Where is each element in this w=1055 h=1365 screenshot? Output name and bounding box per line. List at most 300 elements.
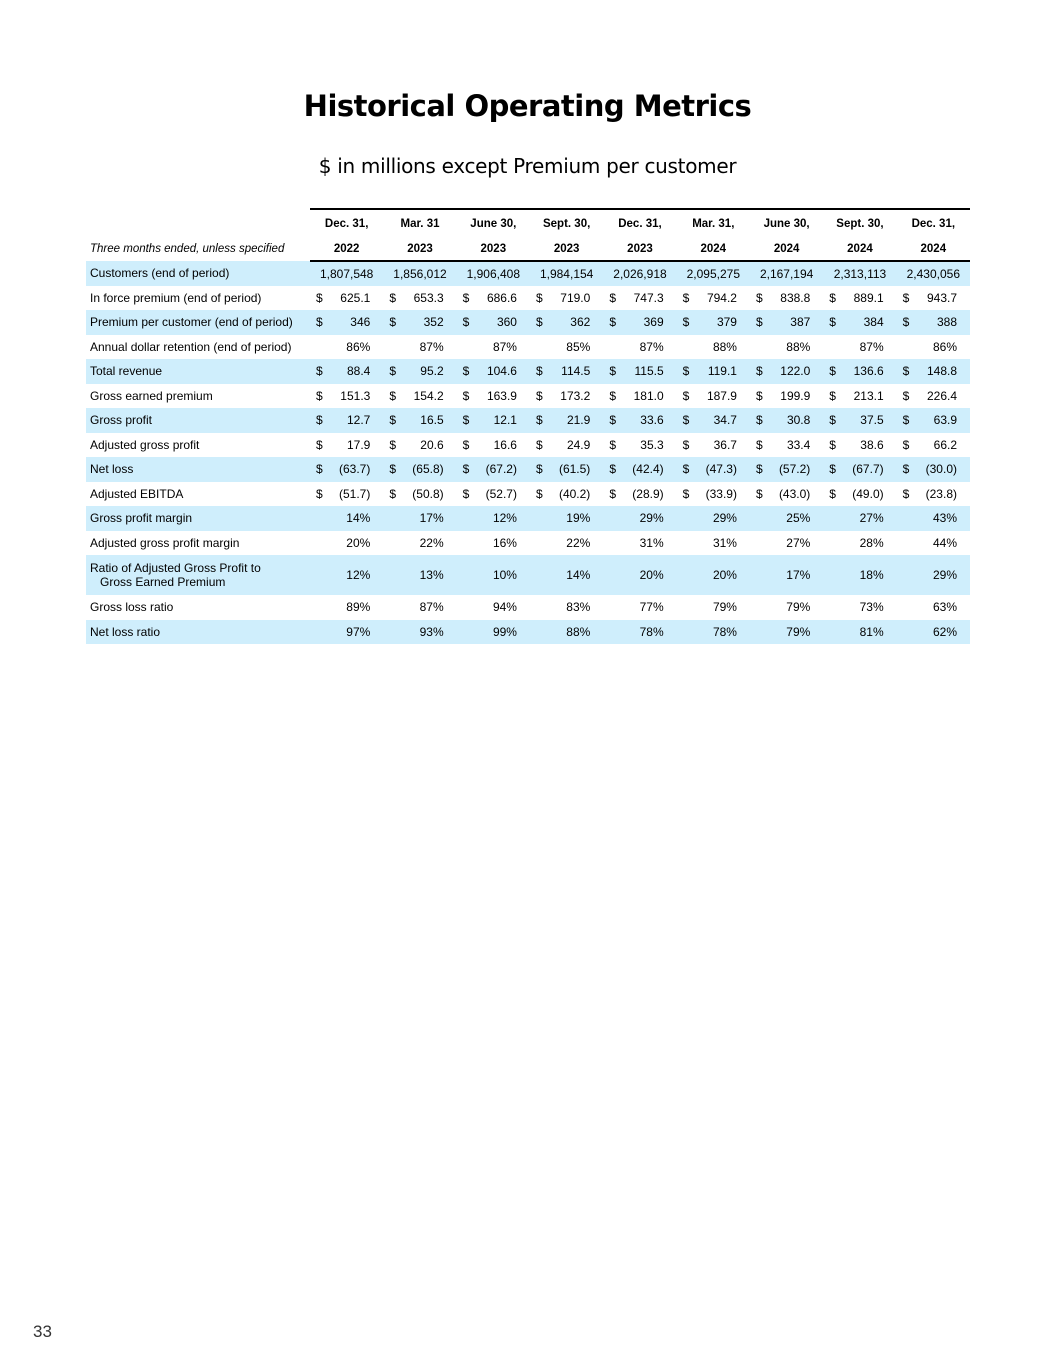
currency-symbol: $ <box>316 364 323 379</box>
cell-value: 17% <box>419 511 444 526</box>
table-cell <box>750 555 823 595</box>
table-cell <box>310 433 383 458</box>
currency-symbol: $ <box>609 437 616 452</box>
row-label-text: Gross earned premium <box>90 388 213 403</box>
cell-value: 1,856,012 <box>393 266 447 281</box>
cell-value: (23.8) <box>925 486 957 501</box>
table-cell <box>823 555 896 595</box>
row-label <box>86 555 310 595</box>
row-label <box>86 531 310 556</box>
cell-value: 97% <box>346 624 371 639</box>
cell-value: 29% <box>712 511 737 526</box>
table-cell <box>383 335 456 360</box>
table-row <box>86 555 970 595</box>
table-cell <box>383 359 456 384</box>
table-cell <box>310 408 383 433</box>
table-cell <box>383 408 456 433</box>
label-column-header: Three months ended, unless specified <box>90 243 285 255</box>
row-label-line1: Ratio of Adjusted Gross Profit to <box>90 561 261 575</box>
table-cell <box>750 384 823 409</box>
row-label <box>86 286 310 311</box>
table-row <box>86 457 970 482</box>
table-cell <box>677 310 750 335</box>
cell-value: 87% <box>639 339 664 354</box>
cell-value: 148.8 <box>926 364 957 379</box>
table-cell <box>457 506 530 531</box>
table-cell <box>310 595 383 620</box>
table-cell <box>530 620 603 645</box>
cell-value: 20.6 <box>420 437 444 452</box>
cell-value: 686.6 <box>486 290 517 305</box>
table-row <box>86 335 970 360</box>
cell-value: 625.1 <box>340 290 371 305</box>
currency-symbol: $ <box>462 437 470 452</box>
currency-symbol: $ <box>389 462 397 477</box>
currency-symbol: $ <box>609 413 616 428</box>
table-cell <box>823 384 896 409</box>
column-header-period: Mar. 31, <box>677 209 750 237</box>
table-cell <box>897 620 970 645</box>
cell-value: 384 <box>863 315 884 330</box>
table-cell <box>530 531 603 556</box>
currency-symbol: $ <box>682 364 690 379</box>
cell-value: 35.3 <box>640 437 664 452</box>
cell-value: 79% <box>786 624 811 639</box>
currency-symbol: $ <box>902 486 910 501</box>
cell-value: 369 <box>643 315 664 330</box>
row-label-text: Annual dollar retention (end of period) <box>90 339 292 354</box>
table-cell <box>603 531 676 556</box>
cell-value: 66.2 <box>933 437 957 452</box>
currency-symbol: $ <box>755 315 763 330</box>
currency-symbol: $ <box>535 290 543 305</box>
cell-value: 379 <box>716 315 737 330</box>
table-cell <box>310 620 383 645</box>
table-cell <box>897 457 970 482</box>
currency-symbol: $ <box>609 315 616 330</box>
row-label-text: Total revenue <box>90 364 163 379</box>
cell-value: 12.7 <box>346 413 371 428</box>
cell-value: 13% <box>419 568 444 582</box>
table-cell <box>897 384 970 409</box>
currency-symbol: $ <box>682 413 690 428</box>
table-cell <box>310 531 383 556</box>
cell-value: 2,430,056 <box>906 266 960 281</box>
table-cell <box>677 359 750 384</box>
cell-value: 87% <box>419 600 444 615</box>
table-cell <box>457 384 530 409</box>
cell-value: 81% <box>859 624 884 639</box>
currency-symbol: $ <box>609 462 616 477</box>
table-cell <box>750 310 823 335</box>
cell-value: 63% <box>932 600 957 615</box>
row-label-text: Net loss <box>90 462 134 477</box>
table-cell <box>310 384 383 409</box>
table-cell <box>457 595 530 620</box>
table-cell <box>750 531 823 556</box>
row-label-text: Adjusted gross profit <box>90 437 200 452</box>
cell-value: (30.0) <box>925 462 957 477</box>
table-cell <box>603 359 676 384</box>
table-cell <box>457 531 530 556</box>
cell-value: 83% <box>566 600 591 615</box>
cell-value: (49.0) <box>852 486 884 501</box>
table-cell <box>897 310 970 335</box>
currency-symbol: $ <box>902 315 910 330</box>
row-label-text: Gross loss ratio <box>90 600 174 615</box>
table-cell <box>457 261 530 286</box>
row-label-text: In force premium (end of period) <box>90 290 262 305</box>
cell-value: 21.9 <box>566 413 591 428</box>
table-cell <box>750 408 823 433</box>
cell-value: (40.2) <box>558 486 591 501</box>
cell-value: 78% <box>712 624 737 639</box>
currency-symbol: $ <box>829 364 836 379</box>
table-cell <box>750 286 823 311</box>
table-cell <box>677 433 750 458</box>
cell-value: (63.7) <box>338 462 371 477</box>
table-cell <box>310 286 383 311</box>
cell-value: 388 <box>936 315 957 330</box>
currency-symbol: $ <box>609 290 616 305</box>
table-cell <box>457 408 530 433</box>
table-cell <box>897 261 970 286</box>
table-cell <box>750 457 823 482</box>
cell-value: 154.2 <box>413 388 444 403</box>
table-cell <box>750 595 823 620</box>
table-cell <box>603 620 676 645</box>
row-label <box>86 595 310 620</box>
currency-symbol: $ <box>902 388 910 403</box>
table-cell <box>457 359 530 384</box>
column-header-period: Sept. 30, <box>530 209 603 237</box>
currency-symbol: $ <box>462 388 470 403</box>
row-label <box>86 433 310 458</box>
table-cell <box>823 310 896 335</box>
cell-value: 794.2 <box>706 290 737 305</box>
currency-symbol: $ <box>682 486 690 501</box>
cell-value: 19% <box>566 511 591 526</box>
column-header-year: 2024 <box>677 237 750 261</box>
currency-symbol: $ <box>609 364 616 379</box>
table-cell <box>603 286 676 311</box>
cell-value: 88% <box>786 339 811 354</box>
table-cell <box>457 482 530 507</box>
table-cell <box>677 506 750 531</box>
table-cell <box>897 433 970 458</box>
table-cell <box>383 531 456 556</box>
cell-value: 87% <box>492 339 517 354</box>
header-blank <box>86 209 310 237</box>
row-label-line2: Gross Earned Premium <box>100 575 226 589</box>
cell-value: 99% <box>492 624 517 639</box>
table-cell <box>383 482 456 507</box>
table-cell <box>530 335 603 360</box>
table-cell <box>603 408 676 433</box>
row-label-text: Adjusted EBITDA <box>90 486 184 501</box>
cell-value: 16.6 <box>493 437 517 452</box>
table-cell <box>603 335 676 360</box>
table-cell <box>603 482 676 507</box>
operating-metrics-table <box>86 208 970 644</box>
cell-value: 1,984,154 <box>539 266 594 281</box>
table-cell <box>823 506 896 531</box>
table-cell <box>823 620 896 645</box>
cell-value: 22% <box>566 535 591 550</box>
table-cell <box>897 555 970 595</box>
row-label-text: Premium per customer (end of period) <box>90 315 293 330</box>
currency-symbol: $ <box>316 388 323 403</box>
table-cell <box>530 384 603 409</box>
table-cell <box>750 359 823 384</box>
table-cell <box>530 457 603 482</box>
cell-value: 14% <box>346 511 371 526</box>
currency-symbol: $ <box>535 388 543 403</box>
table-cell <box>530 482 603 507</box>
table-cell <box>677 482 750 507</box>
table-row <box>86 286 970 311</box>
currency-symbol: $ <box>755 290 763 305</box>
table-row <box>86 433 970 458</box>
cell-value: 387 <box>790 315 811 330</box>
column-header-period: Dec. 31, <box>310 209 383 237</box>
currency-symbol: $ <box>462 315 470 330</box>
table-row <box>86 310 970 335</box>
table-cell <box>750 482 823 507</box>
table-cell <box>383 620 456 645</box>
table-cell <box>677 457 750 482</box>
row-label-text: Gross profit <box>90 413 153 428</box>
cell-value: 93% <box>419 624 444 639</box>
table-cell <box>823 595 896 620</box>
table-cell <box>530 595 603 620</box>
table-cell <box>310 506 383 531</box>
table-cell <box>310 310 383 335</box>
table-cell <box>457 555 530 595</box>
table-cell <box>457 310 530 335</box>
table-cell <box>750 433 823 458</box>
cell-value: 2,313,113 <box>833 266 887 281</box>
cell-value: 20% <box>346 535 371 550</box>
table-cell <box>383 310 456 335</box>
cell-value: 1,906,408 <box>466 266 521 281</box>
currency-symbol: $ <box>389 413 397 428</box>
currency-symbol: $ <box>902 413 910 428</box>
cell-value: 14% <box>566 568 591 582</box>
table-cell <box>457 286 530 311</box>
table-cell <box>310 261 383 286</box>
table-cell <box>457 620 530 645</box>
currency-symbol: $ <box>829 462 836 477</box>
cell-value: 29% <box>932 568 957 582</box>
table-cell <box>310 335 383 360</box>
currency-symbol: $ <box>535 437 543 452</box>
cell-value: 136.6 <box>853 364 884 379</box>
cell-value: 187.9 <box>706 388 737 403</box>
cell-value: (61.5) <box>558 462 591 477</box>
row-label <box>86 482 310 507</box>
table-cell <box>823 261 896 286</box>
row-label <box>86 457 310 482</box>
table-cell <box>677 555 750 595</box>
row-label-text: Gross profit margin <box>90 511 193 526</box>
currency-symbol: $ <box>535 486 543 501</box>
table-cell <box>383 457 456 482</box>
table-cell <box>310 457 383 482</box>
table-cell <box>750 506 823 531</box>
table-cell <box>823 433 896 458</box>
currency-symbol: $ <box>609 388 616 403</box>
table-cell <box>603 457 676 482</box>
table-row <box>86 408 970 433</box>
cell-value: 2,095,275 <box>686 266 740 281</box>
cell-value: 87% <box>859 339 884 354</box>
table-cell <box>530 286 603 311</box>
cell-value: 31% <box>639 535 664 550</box>
cell-value: (51.7) <box>338 486 371 501</box>
table-cell <box>897 595 970 620</box>
currency-symbol: $ <box>389 315 397 330</box>
column-header-period: Dec. 31, <box>897 209 970 237</box>
column-header-year: 2024 <box>897 237 970 261</box>
table-cell <box>383 384 456 409</box>
cell-value: 747.3 <box>633 290 664 305</box>
currency-symbol: $ <box>316 437 323 452</box>
table-row <box>86 620 970 645</box>
cell-value: 89% <box>346 600 371 615</box>
currency-symbol: $ <box>755 413 763 428</box>
cell-value: 199.9 <box>780 388 811 403</box>
currency-symbol: $ <box>829 388 836 403</box>
table-row <box>86 595 970 620</box>
cell-value: (65.8) <box>412 462 444 477</box>
column-header-year: 2023 <box>530 237 603 261</box>
cell-value: 20% <box>639 568 664 582</box>
cell-value: 33.4 <box>786 437 811 452</box>
table-cell <box>383 555 456 595</box>
table-cell <box>677 408 750 433</box>
table-cell <box>823 359 896 384</box>
cell-value: 20% <box>712 568 737 582</box>
cell-value: 889.1 <box>853 290 884 305</box>
currency-symbol: $ <box>609 486 616 501</box>
currency-symbol: $ <box>462 413 470 428</box>
row-label <box>86 408 310 433</box>
column-header-year: 2023 <box>383 237 456 261</box>
currency-symbol: $ <box>462 364 470 379</box>
table-cell <box>823 531 896 556</box>
currency-symbol: $ <box>535 413 543 428</box>
header-row-period <box>86 209 970 237</box>
cell-value: 362 <box>570 315 591 330</box>
currency-symbol: $ <box>902 462 910 477</box>
table-cell <box>603 595 676 620</box>
table-cell <box>310 482 383 507</box>
table-cell <box>897 286 970 311</box>
cell-value: 44% <box>932 535 957 550</box>
row-label-text: Net loss ratio <box>90 624 161 639</box>
column-header-year: 2024 <box>750 237 823 261</box>
table-cell <box>603 433 676 458</box>
table-cell <box>677 620 750 645</box>
table-cell <box>457 457 530 482</box>
currency-symbol: $ <box>829 486 836 501</box>
table-cell <box>823 408 896 433</box>
table-cell <box>677 595 750 620</box>
cell-value: (42.4) <box>632 462 664 477</box>
cell-value: 12% <box>346 568 371 582</box>
currency-symbol: $ <box>829 290 836 305</box>
currency-symbol: $ <box>389 364 397 379</box>
table-cell <box>530 408 603 433</box>
cell-value: 30.8 <box>786 413 811 428</box>
currency-symbol: $ <box>902 437 910 452</box>
table-cell <box>383 286 456 311</box>
cell-value: 346 <box>350 315 371 330</box>
cell-value: 27% <box>786 535 811 550</box>
row-label <box>86 310 310 335</box>
table-cell <box>530 433 603 458</box>
table-cell <box>603 506 676 531</box>
table-cell <box>750 261 823 286</box>
cell-value: 86% <box>932 339 957 354</box>
page-title: Historical Operating Metrics <box>303 89 752 123</box>
cell-value: (43.0) <box>778 486 811 501</box>
table-cell <box>897 335 970 360</box>
cell-value: 31% <box>712 535 737 550</box>
table-cell <box>457 433 530 458</box>
currency-symbol: $ <box>682 388 690 403</box>
currency-symbol: $ <box>462 462 470 477</box>
currency-symbol: $ <box>682 462 690 477</box>
table-cell <box>823 457 896 482</box>
cell-value: 88% <box>566 624 591 639</box>
cell-value: 85% <box>566 339 591 354</box>
currency-symbol: $ <box>389 290 397 305</box>
currency-symbol: $ <box>829 315 836 330</box>
currency-symbol: $ <box>462 290 470 305</box>
currency-symbol: $ <box>682 315 690 330</box>
cell-value: 22% <box>419 535 444 550</box>
cell-value: 25% <box>786 511 811 526</box>
table-cell <box>677 286 750 311</box>
table-cell <box>897 482 970 507</box>
cell-value: 213.1 <box>853 388 884 403</box>
cell-value: 104.6 <box>486 364 517 379</box>
cell-value: (33.9) <box>705 486 737 501</box>
column-header-year: 2022 <box>310 237 383 261</box>
cell-value: 115.5 <box>634 364 664 379</box>
cell-value: (57.2) <box>778 462 811 477</box>
cell-value: 24.9 <box>566 437 591 452</box>
cell-value: 17% <box>786 568 811 582</box>
currency-symbol: $ <box>535 462 543 477</box>
table-cell <box>750 620 823 645</box>
table-row <box>86 482 970 507</box>
column-header-period: Dec. 31, <box>603 209 676 237</box>
cell-value: 114.5 <box>561 364 591 379</box>
column-header-period: Sept. 30, <box>823 209 896 237</box>
cell-value: 79% <box>712 600 737 615</box>
page-subtitle: $ in millions except Premium per customer <box>318 154 737 178</box>
currency-symbol: $ <box>316 315 323 330</box>
cell-value: 38.6 <box>860 437 884 452</box>
cell-value: (47.3) <box>705 462 737 477</box>
table-row <box>86 384 970 409</box>
cell-value: 73% <box>859 600 884 615</box>
table-cell <box>457 335 530 360</box>
currency-symbol: $ <box>316 290 323 305</box>
